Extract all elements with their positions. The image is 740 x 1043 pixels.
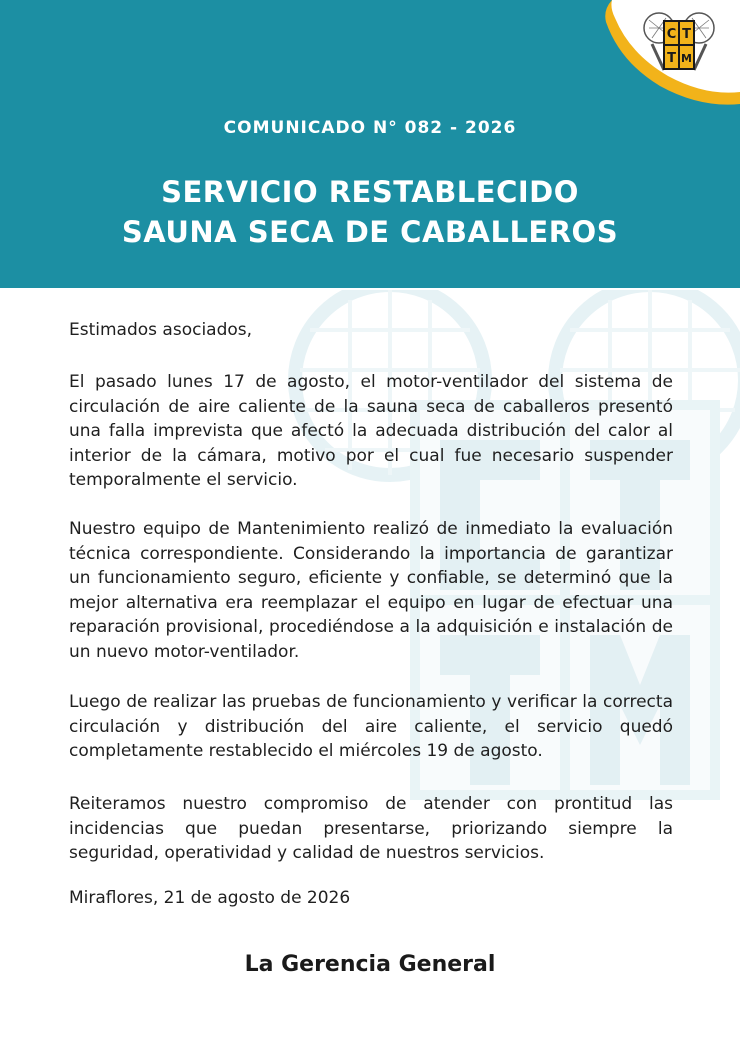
paragraph-2: Nuestro equipo de Mantenimiento realizó de inmediato la evaluación técnica correspondiente. Considerando la importancia de garantizar un funcionamiento seguro, eficiente y confiable, se determinó que la mejor alternativa era reemplazar el equipo en lugar de efectuar una reparación provisional, procediéndose a la adquisición e instalación de un nuevo motor-ventilador. — [69, 519, 673, 662]
svg-text:M: M — [681, 52, 692, 65]
title-line-2: SAUNA SECA DE CABALLEROS — [121, 215, 619, 249]
place-date: Miraflores, 21 de agosto de 2026 — [69, 888, 351, 908]
signature: La Gerencia General — [244, 952, 496, 977]
svg-text:T: T — [682, 27, 691, 42]
paragraph-4: Reiteramos nuestro compromiso de atender con prontitud las incidencias que puedan presentarse, priorizando siempre la seguridad, operatividad y calidad de nuestros servicios. — [69, 794, 673, 863]
svg-text:C: C — [666, 27, 677, 42]
svg-text:T: T — [667, 51, 676, 66]
page-title — [0, 172, 740, 252]
title-line-1: SERVICIO RESTABLECIDO — [161, 175, 579, 209]
communique-code: COMUNICADO N° 082 - 2026 — [223, 118, 517, 138]
greeting: Estimados asociados, — [69, 320, 253, 340]
paragraph-3: Luego de realizar las pruebas de funcionamiento y verificar la correcta circulación y distribución del aire caliente, el servicio quedó completamente restablecido el miércoles 19 de agosto. — [69, 692, 673, 761]
paragraph-1: El pasado lunes 17 de agosto, el motor-ventilador del sistema de circulación de aire caliente de la sauna seca de caballeros presentó una falla imprevista que afectó la adecuada distribución del calor al interior de la cámara, motivo por el cual fue necesario suspender temporalmente el servicio. — [69, 372, 673, 490]
